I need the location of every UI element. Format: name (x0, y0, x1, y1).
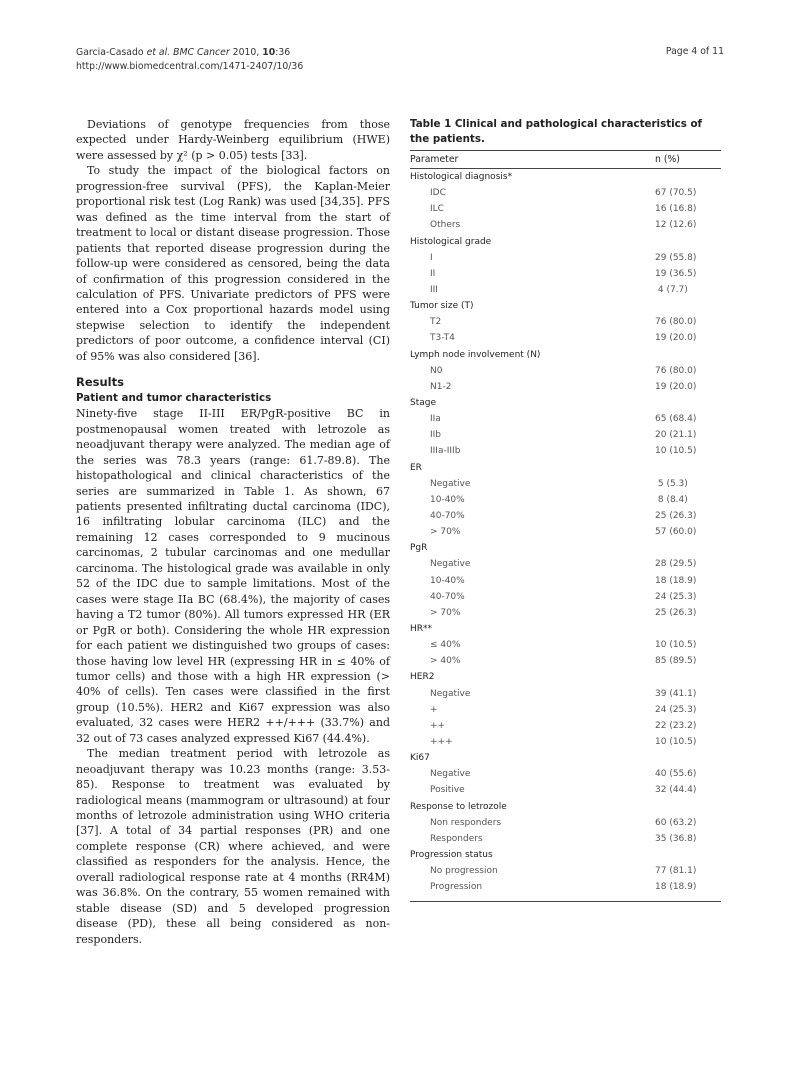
row-value: 57 (60.0) (655, 527, 697, 538)
table-row (410, 524, 721, 540)
row-value: 35 (36.8) (655, 833, 697, 844)
table-row (410, 879, 721, 895)
row-value: 8 (8.4) (655, 494, 688, 505)
table-1 (410, 117, 721, 902)
table-header-row (410, 150, 721, 169)
row-label: +++ (430, 736, 453, 747)
table-category-row (410, 750, 721, 766)
paragraph-treatment: The median treatment period with letrozole as neoadjuvant therapy was 10.23 months (range: 3.53-85). Response to treatment was evaluated by radiological means (mammogram or ultrasound) at four months of letrozole administration using WHO criteria [37]. A total of 34 partial responses (PR) and one complete response (CR) where achieved, and were classified as responders for the analysis. Hence, the overall radiological response rate at 4 months (RR4M) was 36.8%. On the contrary, 55 women remained with stable disease (SD) and 5 developed progression disease (PD), these all being considered as non-responders. (76, 747, 390, 946)
row-label: Positive (430, 785, 465, 796)
table-row (410, 217, 721, 233)
table-title: Table 1 Clinical and pathological characteristics of the patients. (410, 118, 703, 145)
table-category-row (410, 169, 721, 185)
row-label: ≤ 40% (430, 640, 461, 651)
table-bottom-rule (410, 895, 721, 902)
row-label: Negative (430, 559, 471, 570)
row-label: > 70% (430, 607, 461, 618)
table-row (410, 718, 721, 734)
paragraph-patients: Ninety-five stage II-III ER/PgR-positive BC in postmenopausal women treated with letrozole as neoadjuvant therapy were analyzed. The median age of the series was 78.3 years (range: 61.7-89.8). The histopathological and clinical characteristics of the series are summarized in Table 1. As shown, 67 patients presented infiltrating ductal carcinoma (IDC), 16 infiltrating lobular carcinoma (ILC) and the remaining 12 cases corresponded to 9 mucinous carcinomas, 2 tubular carcinomas and one medullar carcinoma. The histological grade was available in only 52 of the IDC due to sample limitations. Most of the cases were stage IIa BC (68.4%), the majority of cases having a T2 tumor (80%). All tumors expressed HR (ER or PgR or both). Considering the whole HR expression for each patient we distinguished two groups of cases: those having low level HR (expressing HR in ≤ 40% of tumor cells) and those with a high HR expression (> 40% of cells). Ten cases were classified in the first group (10.5%). HER2 and Ki67 expression was also evaluated, 32 cases were HER2 ++/+++ (33.7%) and 32 out of 73 cases analyzed expressed Ki67 (44.4%). (76, 407, 390, 745)
row-label: HER2 (410, 672, 435, 683)
row-label: ER (410, 462, 422, 473)
row-value: 10 (10.5) (655, 736, 697, 747)
table-row (410, 782, 721, 798)
row-value: 22 (23.2) (655, 720, 697, 731)
row-label: III (430, 285, 438, 296)
row-label: PgR (410, 543, 428, 554)
article-url[interactable]: http://www.biomedcentral.com/1471-2407/10/36 (76, 61, 304, 72)
row-value: 12 (12.6) (655, 220, 697, 231)
row-label: + (430, 704, 438, 715)
table-row (410, 766, 721, 782)
row-label: 40-70% (430, 511, 465, 522)
row-value: 24 (25.3) (655, 591, 697, 602)
table-category-row (410, 540, 721, 556)
row-label: Negative (430, 688, 471, 699)
table-row (410, 686, 721, 702)
row-label: ++ (430, 720, 446, 731)
row-value: 10 (10.5) (655, 640, 697, 651)
row-label: 10-40% (430, 494, 465, 505)
volume: 10 (262, 47, 276, 58)
row-label: T3-T4 (430, 333, 455, 344)
column-header-n: n (%) (655, 154, 680, 165)
row-value: 29 (55.8) (655, 252, 697, 263)
row-value: 85 (89.5) (655, 656, 697, 667)
row-label: > 70% (430, 527, 461, 538)
row-label: HR** (410, 624, 433, 634)
row-value: 32 (44.4) (655, 785, 697, 796)
row-label: No progression (430, 866, 498, 877)
row-label: IIb (430, 430, 442, 441)
table-category-row (410, 347, 721, 363)
row-value: 76 (80.0) (655, 365, 697, 376)
table-row (410, 831, 721, 847)
row-label: IIa (430, 414, 441, 425)
row-label: Negative (430, 478, 471, 489)
et-al: et al. (146, 47, 171, 58)
table-row (410, 363, 721, 379)
table-row (410, 282, 721, 298)
table-row (410, 653, 721, 669)
table-row (410, 589, 721, 605)
row-label: Histological grade (410, 236, 492, 247)
table-row (410, 201, 721, 217)
row-value: 20 (21.1) (655, 430, 697, 441)
row-value: 16 (16.8) (655, 204, 697, 215)
row-label: T2 (430, 317, 442, 328)
table-row (410, 815, 721, 831)
row-label: Non responders (430, 817, 502, 828)
table-row (410, 734, 721, 750)
row-label: IDC (430, 188, 446, 199)
page-number: Page 4 of 11 (665, 46, 724, 57)
row-value: 25 (26.3) (655, 511, 697, 522)
row-label: Tumor size (T) (410, 301, 474, 312)
row-label: > 40% (430, 656, 461, 667)
row-label: 40-70% (430, 591, 465, 602)
row-value: 67 (70.5) (655, 188, 697, 199)
running-header (76, 46, 303, 74)
row-value: 4 (7.7) (655, 285, 688, 296)
row-value: 10 (10.5) (655, 446, 697, 457)
table-row (410, 556, 721, 572)
table-category-row (410, 234, 721, 250)
row-label: Stage (410, 398, 437, 409)
table-row (410, 330, 721, 346)
row-label: Progression status (410, 849, 493, 860)
table-row (410, 411, 721, 427)
table-category-row (410, 460, 721, 476)
table-row (410, 379, 721, 395)
row-label: IIIa-IIIb (430, 446, 461, 457)
table-row (410, 443, 721, 459)
table-row (410, 605, 721, 621)
row-label: II (430, 268, 436, 279)
article-number: :36 (275, 47, 291, 58)
row-value: 19 (20.0) (655, 333, 697, 344)
table-category-row (410, 669, 721, 685)
section-subheading: Patient and tumor characteristics (76, 392, 272, 405)
row-value: 76 (80.0) (655, 317, 697, 328)
row-value: 18 (18.9) (655, 882, 697, 893)
table-body (410, 169, 721, 895)
row-label: Response to letrozole (410, 801, 507, 812)
row-label: Negative (430, 769, 471, 780)
row-label: Histological diagnosis* (410, 172, 513, 183)
row-value: 60 (63.2) (655, 817, 697, 828)
row-label: N1-2 (430, 381, 452, 392)
table-category-row (410, 298, 721, 314)
row-value: 40 (55.6) (655, 769, 697, 780)
journal-name: BMC Cancer (173, 47, 230, 58)
row-value: 65 (68.4) (655, 414, 697, 425)
row-value: 18 (18.9) (655, 575, 697, 586)
row-label: Responders (430, 833, 483, 844)
year: 2010, (232, 47, 260, 58)
row-value: 28 (29.5) (655, 559, 697, 570)
table-category-row (410, 798, 721, 814)
table-row (410, 508, 721, 524)
table-row (410, 250, 721, 266)
authors: Garcia-Casado (76, 47, 144, 58)
table-row (410, 266, 721, 282)
row-label: I (430, 252, 433, 263)
column-header-parameter: Parameter (410, 154, 459, 165)
row-value: 25 (26.3) (655, 607, 697, 618)
table-row (410, 185, 721, 201)
row-value: 24 (25.3) (655, 704, 697, 715)
row-value: 19 (20.0) (655, 381, 697, 392)
table-row (410, 476, 721, 492)
body-text-column (76, 117, 390, 947)
row-label: N0 (430, 365, 443, 376)
table-row (410, 427, 721, 443)
table-category-row (410, 847, 721, 863)
row-value: 5 (5.3) (655, 478, 688, 489)
row-value: 39 (41.1) (655, 688, 697, 699)
table-row (410, 702, 721, 718)
row-label: 10-40% (430, 575, 465, 586)
table-row (410, 863, 721, 879)
row-label: Others (430, 220, 461, 231)
table-category-row (410, 621, 721, 637)
table-category-row (410, 395, 721, 411)
row-value: 77 (81.1) (655, 866, 697, 877)
results-heading: Results (76, 375, 124, 390)
row-label: Lymph node involvement (N) (410, 349, 541, 360)
citation-line (76, 46, 303, 60)
row-label: ILC (430, 204, 444, 215)
paragraph-hwe: Deviations of genotype frequencies from those expected under Hardy-Weinberg equilibrium (HWE) were assessed by χ² (p > 0.05) tests [33]. (76, 118, 390, 162)
table-row (410, 573, 721, 589)
table-row (410, 492, 721, 508)
row-label: Progression (430, 882, 483, 893)
row-label: Ki67 (410, 753, 430, 764)
table-row (410, 314, 721, 330)
table-row (410, 637, 721, 653)
row-value: 19 (36.5) (655, 268, 697, 279)
paragraph-pfs: To study the impact of the biological factors on progression-free survival (PFS), the Kaplan-Meier proportional risk test (Log Rank) was used [34,35]. PFS was defined as the time interval from the start of treatment to local or distant disease progression. Those patients that reported disease progression during the follow-up were considered as censored, being the data of confirmation of this progression considered in the calculation of PFS. Univariate predictors of PFS were entered into a Cox proportional hazards model using stepwise selection to identify the independent predictors of poor outcome, a confidence interval (CI) of 95% was also considered [36]. (76, 164, 390, 363)
